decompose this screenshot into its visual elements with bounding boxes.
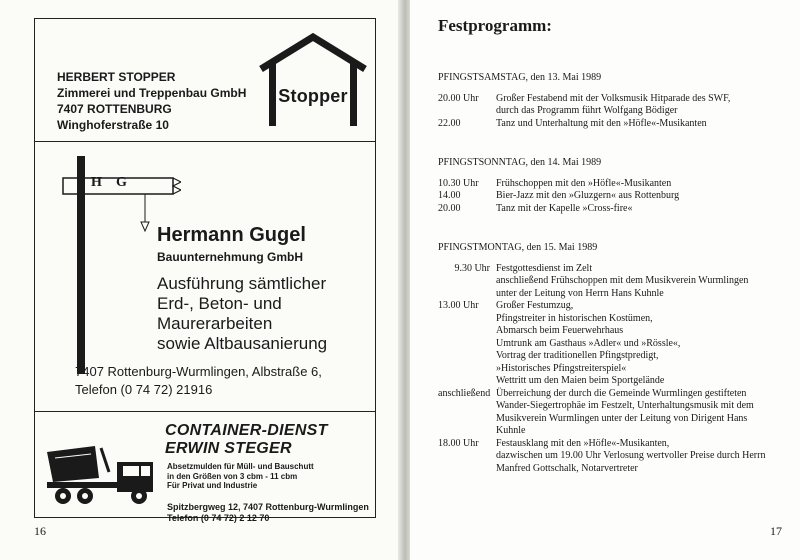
festprogramm-title: Festprogramm: — [438, 16, 552, 35]
gugel-service-line: sowie Altbausanierung — [157, 334, 328, 353]
container-address-line: Spitzbergweg 12, 7407 Rottenburg-Wurmlingen — [167, 502, 369, 512]
entry-text — [496, 438, 784, 476]
stopper-logo-text: Stopper — [278, 86, 348, 106]
entry-line: Großer Festumzug, — [496, 300, 574, 311]
entry-line: Umtrunk am Gasthaus »Adler« und »Rössle«, — [496, 337, 681, 349]
entry-text — [496, 203, 784, 216]
entry-line: Wander-Siegertrophäe im Festzelt, Unterhaltungsmusik mit dem — [496, 400, 754, 411]
gugel-address-line: 7407 Rottenburg-Wurmlingen, Albstraße 6, — [75, 364, 322, 379]
program-entry — [438, 300, 784, 388]
section-header: PFINGSTMONTAG, den 15. Mai 1989 — [438, 242, 598, 253]
container-phone-line: Telefon (0 74 72) 2 12 70 — [167, 513, 270, 523]
container-title-line: CONTAINER-DIENST — [165, 422, 328, 439]
program-entry — [438, 388, 784, 438]
entry-time: 10.30 Uhr — [438, 177, 479, 189]
entry-text — [496, 388, 784, 438]
section-header: PFINGSTSONNTAG, den 14. Mai 1989 — [438, 157, 602, 168]
program-entry — [438, 263, 784, 301]
crane-letter-h: H — [91, 175, 102, 190]
program-entry — [438, 438, 784, 476]
entry-line: Musikverein Wurmlingen unter der Leitung von Dirigent Hans — [496, 412, 748, 424]
ad-stopper — [35, 19, 375, 142]
program-entry — [438, 190, 784, 203]
entry-text — [496, 263, 784, 301]
gugel-service-line: Ausführung sämtlicher — [157, 274, 327, 293]
container-desc-line: in den Größen von 3 cbm - 11 cbm — [167, 471, 298, 481]
gugel-subtitle: Bauunternehmung GmbH — [157, 250, 303, 264]
page-number-right: 17 — [770, 524, 782, 538]
entry-text — [496, 300, 784, 388]
advertisement-frame — [34, 18, 376, 523]
program-entry — [438, 118, 784, 131]
ad-gugel — [35, 142, 375, 412]
stopper-address-block — [57, 69, 246, 133]
entry-line: Vortrag der traditionellen Pfingstpredigt, — [496, 350, 659, 361]
entry-time: 22.00 — [438, 117, 461, 129]
entry-line: Kuhnle — [496, 425, 526, 436]
entry-time: 14.00 — [438, 190, 461, 201]
container-company-title — [165, 422, 328, 458]
entry-line: Tanz und Unterhaltung mit den »Höfle«-Musikanten — [496, 117, 707, 129]
container-owner-line: ERWIN STEGER — [165, 440, 292, 457]
section-pfingstsamstag — [438, 72, 784, 130]
entry-line: unter der Leitung von Herrn Hans Kuhnle — [496, 287, 664, 299]
entry-line: Wettritt um den Maien beim Sportgelände — [496, 375, 665, 386]
ad-container-dienst — [35, 412, 375, 523]
entry-line: »Historisches Pfingstreiterspiel« — [496, 362, 627, 374]
program-entry — [438, 203, 784, 216]
entry-line: Manfred Gottschalk, Notarvertreter — [496, 462, 638, 474]
program-entry — [438, 93, 784, 118]
section-header: PFINGSTSAMSTAG, den 13. Mai 1989 — [438, 72, 602, 83]
entry-line: Festgottesdienst im Zelt — [496, 262, 593, 274]
entry-time: anschließend — [438, 387, 491, 399]
entry-text — [496, 93, 784, 118]
entry-line: Großer Festabend mit der Volksmusik Hitparade des SWF, — [496, 92, 731, 104]
entry-time: 18.00 Uhr — [438, 437, 479, 449]
gugel-phone-line: Telefon (0 74 72) 21916 — [75, 382, 213, 397]
entry-line: Überreichung der durch die Gemeinde Wurmlingen gestifteten — [496, 387, 747, 399]
section-pfingstmontag — [438, 242, 784, 475]
gugel-service-line: Erd-, Beton- und — [157, 294, 282, 313]
entry-line: Pfingstreiter in historischen Kostümen, — [496, 312, 653, 324]
container-address — [167, 502, 369, 524]
right-page — [410, 0, 800, 560]
entry-time: 13.00 Uhr — [438, 300, 479, 311]
container-desc-line: Absetzmulden für Müll- und Bauschutt — [167, 462, 314, 471]
stopper-line: Zimmerei und Treppenbau GmbH — [57, 86, 247, 100]
container-description — [167, 462, 314, 491]
stopper-line: Winghoferstraße 10 — [57, 118, 169, 132]
gugel-service-line: Maurerarbeiten — [157, 314, 273, 333]
section-pfingstsonntag — [438, 157, 784, 215]
entry-line: Festausklang mit den »Höfle«-Musikanten, — [496, 437, 670, 449]
entry-text — [496, 190, 784, 203]
stopper-line: 7407 ROTTENBURG — [57, 102, 172, 116]
entry-line: dazwischen um 19.00 Uhr Verlosung wertvoller Preise durch Herrn — [496, 450, 766, 461]
gugel-services — [157, 274, 327, 354]
entry-time: 9.30 Uhr — [454, 262, 490, 274]
page-number-left: 16 — [34, 524, 46, 538]
gugel-address — [75, 363, 322, 399]
entry-line: anschließend Frühschoppen mit dem Musikverein Wurmlingen — [496, 275, 749, 286]
gugel-company-name: Hermann Gugel — [157, 224, 306, 246]
entry-line: Bier-Jazz mit den »Gluzgern« aus Rottenburg — [496, 190, 680, 201]
entry-time: 20.00 Uhr — [438, 92, 479, 104]
crane-letter-g: G — [116, 175, 127, 190]
house-logo-icon — [257, 31, 369, 131]
entry-line: durch das Programm führt Wolfgang Bödiger — [496, 105, 678, 116]
stopper-line: HERBERT STOPPER — [57, 70, 176, 84]
entry-text — [496, 118, 784, 131]
program-entry — [438, 178, 784, 191]
entry-line: Frühschoppen mit den »Höfle«-Musikanten — [496, 177, 672, 189]
entry-time: 20.00 — [438, 202, 461, 214]
entry-text — [496, 178, 784, 191]
container-desc-line: Für Privat und Industrie — [167, 481, 258, 490]
container-truck-icon — [43, 442, 157, 508]
entry-line: Tanz mit der Kapelle »Cross-fire« — [496, 202, 633, 214]
entry-line: Abmarsch beim Feuerwehrhaus — [496, 325, 624, 336]
